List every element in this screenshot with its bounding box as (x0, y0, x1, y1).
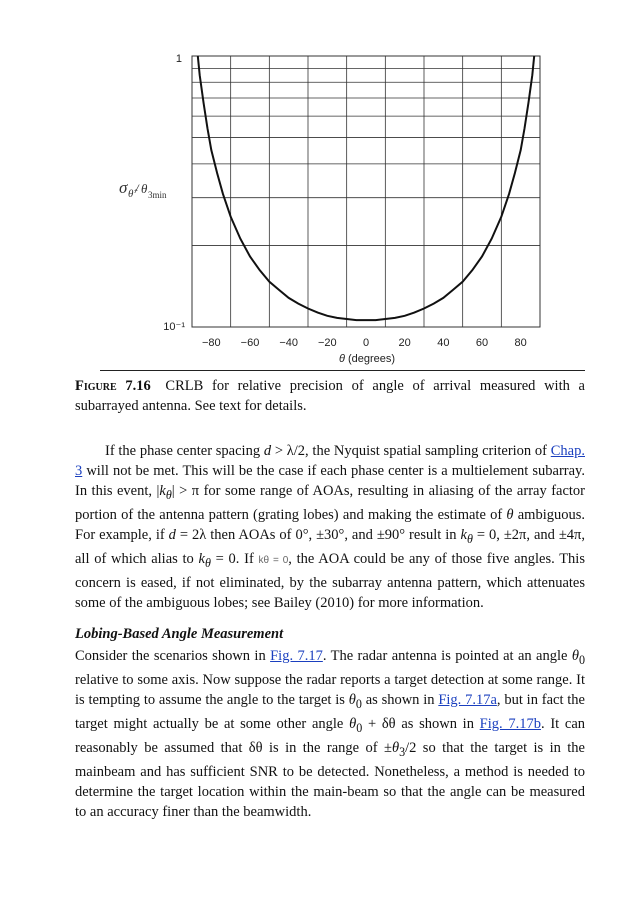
y-label-sigma: σ (119, 178, 128, 197)
x-label-theta: θ (338, 353, 345, 365)
crlb-curve (198, 56, 534, 320)
link-fig-7-17a[interactable]: Fig. 7.17a (438, 691, 497, 708)
caption-rule (100, 370, 585, 371)
figure-caption (75, 376, 585, 416)
paragraph-lobing: Consider the scenarios shown in Fig. 7.17. The radar antenna is pointed at an angle $\theta_0$ relative to some axis. Now suppose the radar reports a target detection at some range. It is tempting to assume the angle to the target is $\theta_0$ as shown in Fig. 7.17a, but in fact the target might actually be at some other angle $\theta_0 + \delta\theta$ as shown in Fig. 7.17b. It can reasonably be assumed that δθ is in the range of $\pm\theta_3/2$ so that the target is in the mainbeam and has sufficient SNR to be detected. Nonetheless, a method is needed to determine the target location within the main-beam so that the angle can be measured to an accuracy finer than the beamwidth. (75, 648, 586, 820)
paragraph-nyquist: If the phase center spacing d > λ/2, the Nyquist spatial sampling criterion of Chap. 3 will not be met. This will be the case if each phase center is a multielement subarray. In this event, $|k_\theta| > \pi$ for some range of AOAs, resulting in aliasing of the array factor portion of the antenna pattern (grating lobes) and making the estimate of θ ambiguous. For example, if d = 2λ then AOAs of 0°, ±30°, and ±90° result in $k_\theta = 0$, ±2π, and ±4π, all of which alias to $k_\theta = 0$. If kθ = 0, the AOA could be any of those five angles. This concern is eased, if not eliminated, by the subarray antenna pattern, which attenuates some of the ambiguous lobes; see Bailey (2010) for more information. (75, 443, 586, 611)
y-axis-label (119, 178, 167, 200)
y-label-theta: θ (141, 181, 148, 196)
x-tick-label: −20 (317, 337, 337, 349)
plot-frame (192, 56, 540, 327)
inline-equation: kθ = 0 (258, 554, 289, 566)
x-tick-label: 80 (514, 337, 527, 349)
y-label-subscript: 3min (148, 190, 167, 200)
x-tick-label: 40 (437, 337, 450, 349)
y-label-slash: / (135, 181, 139, 196)
x-tick-label: 60 (475, 337, 489, 349)
crlb-chart (0, 0, 636, 370)
section-heading: Lobing-Based Angle Measurement (75, 626, 284, 642)
x-tick-label: −80 (201, 337, 221, 349)
x-tick-label: −40 (279, 337, 299, 349)
x-tick-label: 20 (398, 337, 411, 349)
caption-text: CRLB for relative precision of angle of arrival measured with a subarrayed antenna. See text for details. (75, 378, 585, 414)
x-axis-label (339, 353, 395, 365)
link-chap-3[interactable]: Chap. 3 (75, 443, 585, 479)
x-label-rest: (degrees) (344, 353, 396, 365)
y-tick-label-bottom: 10⁻¹ (163, 321, 185, 333)
x-tick-label: −60 (240, 337, 260, 349)
x-tick-label: 0 (362, 337, 370, 349)
chart-x-ticks (202, 337, 527, 349)
chart-grid (192, 56, 540, 327)
y-label-theta-hat: θ̂ (128, 188, 134, 200)
y-tick-label-top: 1 (175, 53, 182, 65)
caption-number: 7.16 (125, 378, 151, 394)
link-fig-7-17b[interactable]: Fig. 7.17b (479, 715, 541, 732)
link-fig-7-17[interactable]: Fig. 7.17 (270, 648, 323, 664)
caption-label: Figure (75, 378, 117, 394)
